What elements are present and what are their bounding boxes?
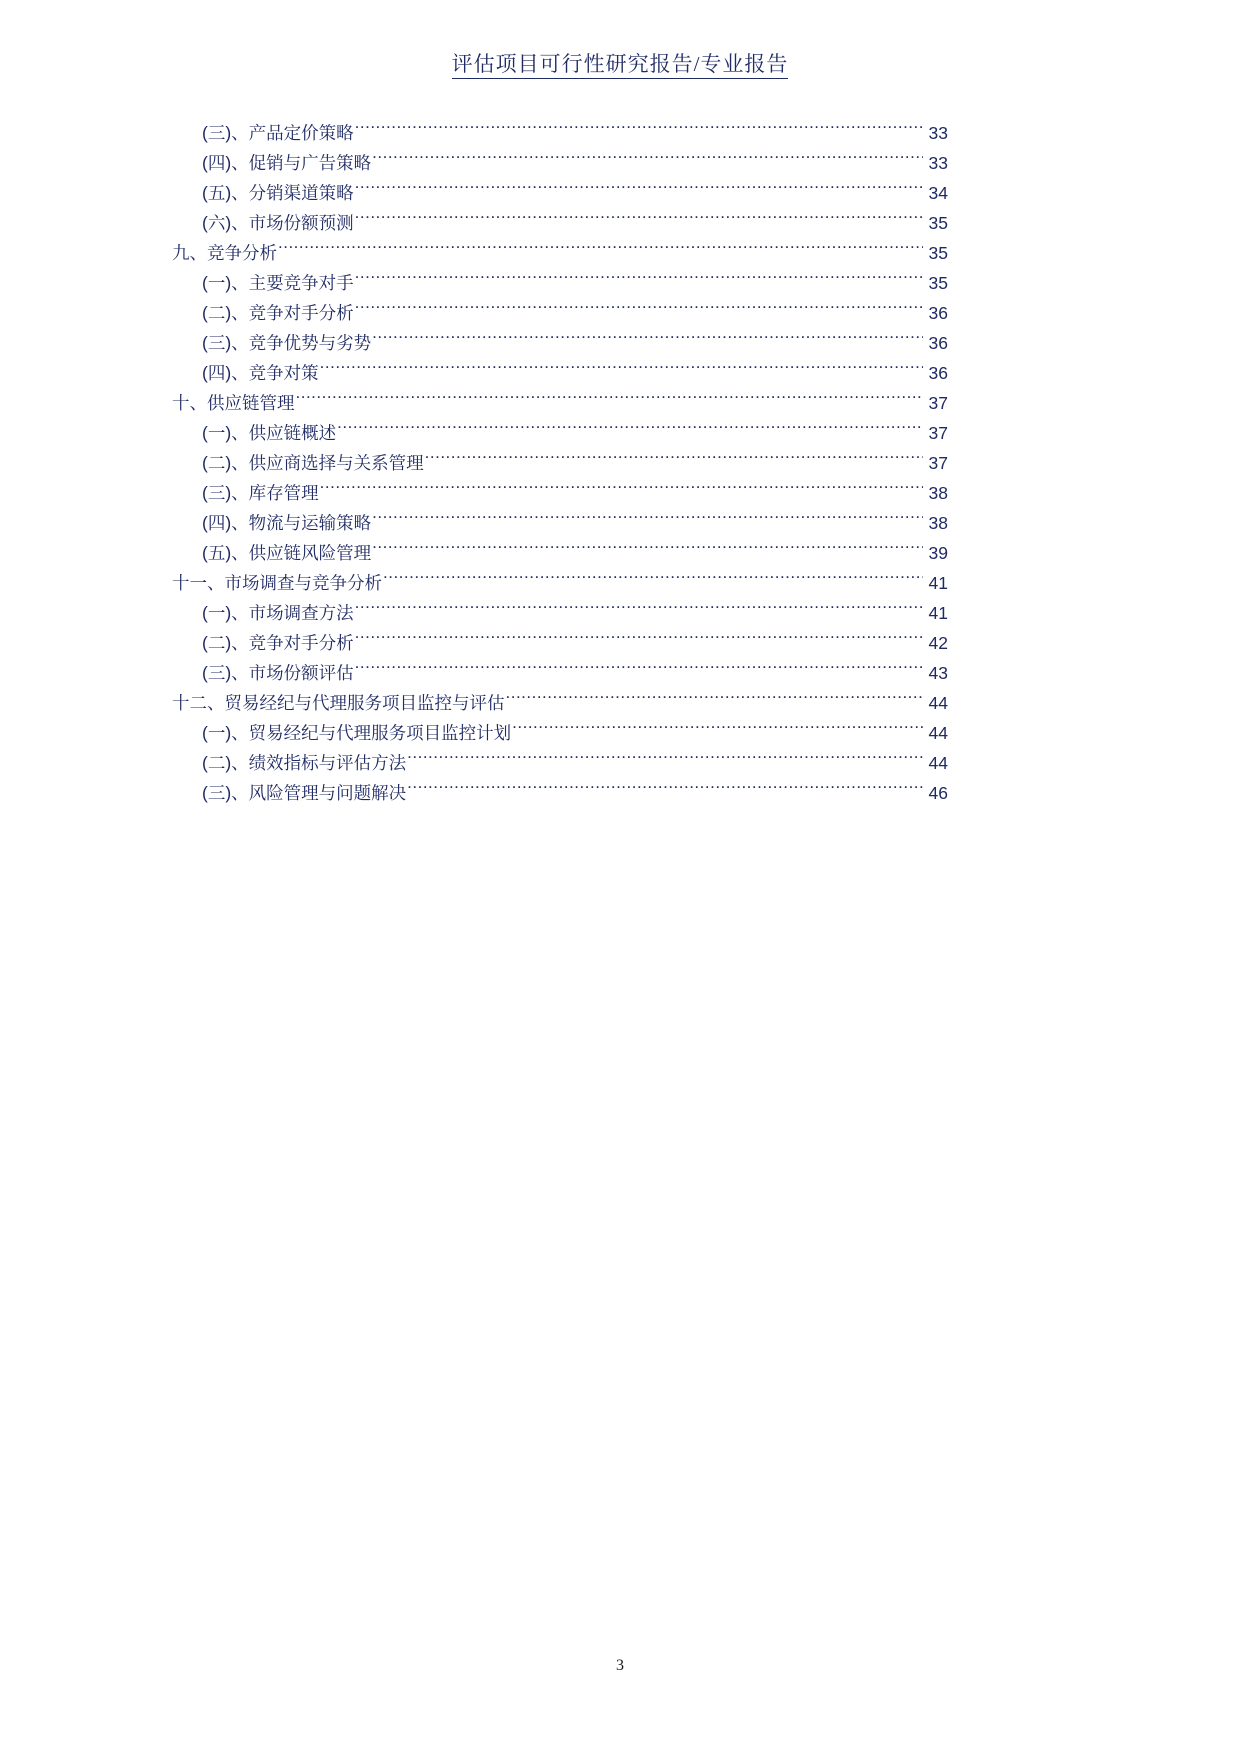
toc-entry[interactable] xyxy=(172,688,948,718)
toc-entry[interactable] xyxy=(172,478,948,508)
table-of-contents xyxy=(172,118,948,808)
toc-entry[interactable] xyxy=(172,538,948,568)
toc-entry[interactable] xyxy=(172,298,948,328)
toc-entry[interactable] xyxy=(172,328,948,358)
header-title: 评估项目可行性研究报告/专业报告 xyxy=(452,52,789,79)
toc-entry-label: 十一、市场调查与竞争分析 xyxy=(172,573,382,593)
toc-leader-dots xyxy=(355,272,923,290)
toc-entry-label: (二)、绩效指标与评估方法 xyxy=(202,753,407,773)
toc-entry-page: 44 xyxy=(928,753,948,773)
toc-leader-dots xyxy=(296,392,924,410)
toc-entry-label: (五)、分销渠道策略 xyxy=(202,183,354,203)
page-header xyxy=(0,48,1240,78)
toc-entry-page: 37 xyxy=(928,393,948,413)
toc-leader-dots xyxy=(407,752,923,770)
toc-entry-label: (六)、市场份额预测 xyxy=(202,213,354,233)
toc-entry[interactable] xyxy=(172,598,948,628)
toc-entry[interactable] xyxy=(172,718,948,748)
toc-entry-page: 35 xyxy=(928,273,948,293)
toc-entry-label: (三)、市场份额评估 xyxy=(202,663,354,683)
toc-leader-dots xyxy=(355,602,923,620)
toc-entry[interactable] xyxy=(172,448,948,478)
toc-entry-label: (一)、市场调查方法 xyxy=(202,603,354,623)
toc-entry-label: (三)、库存管理 xyxy=(202,483,319,503)
toc-entry[interactable] xyxy=(172,658,948,688)
toc-entry-page: 46 xyxy=(928,783,948,803)
toc-entry-label: 十、供应链管理 xyxy=(172,393,295,413)
toc-entry-label: (二)、供应商选择与关系管理 xyxy=(202,453,424,473)
toc-leader-dots xyxy=(320,482,923,500)
toc-entry-page: 36 xyxy=(928,363,948,383)
toc-entry-label: 九、竞争分析 xyxy=(172,243,277,263)
toc-entry-page: 37 xyxy=(928,453,948,473)
toc-entry-label: (五)、供应链风险管理 xyxy=(202,543,372,563)
toc-leader-dots xyxy=(407,782,923,800)
toc-entry-page: 42 xyxy=(928,633,948,653)
toc-entry-label: (三)、风险管理与问题解决 xyxy=(202,783,407,803)
toc-entry[interactable] xyxy=(172,508,948,538)
toc-entry-page: 38 xyxy=(928,513,948,533)
toc-entry-page: 39 xyxy=(928,543,948,563)
page-number: 3 xyxy=(616,1657,624,1674)
toc-entry-page: 36 xyxy=(928,303,948,323)
toc-entry-page: 33 xyxy=(928,123,948,143)
toc-entry-page: 41 xyxy=(928,603,948,623)
toc-leader-dots xyxy=(506,692,924,710)
toc-entry[interactable] xyxy=(172,568,948,598)
page-footer xyxy=(0,1657,1240,1675)
toc-entry-page: 37 xyxy=(928,423,948,443)
toc-entry-label: (一)、贸易经纪与代理服务项目监控计划 xyxy=(202,723,512,743)
toc-entry[interactable] xyxy=(172,628,948,658)
toc-entry-page: 43 xyxy=(928,663,948,683)
toc-entry-page: 35 xyxy=(928,243,948,263)
toc-leader-dots xyxy=(320,362,923,380)
toc-leader-dots xyxy=(512,722,923,740)
toc-entry[interactable] xyxy=(172,208,948,238)
toc-entry-label: (三)、竞争优势与劣势 xyxy=(202,333,372,353)
toc-leader-dots xyxy=(355,662,923,680)
toc-entry-label: (四)、物流与运输策略 xyxy=(202,513,372,533)
toc-entry-label: (三)、产品定价策略 xyxy=(202,123,354,143)
toc-entry-label: (二)、竞争对手分析 xyxy=(202,303,354,323)
toc-entry[interactable] xyxy=(172,748,948,778)
toc-leader-dots xyxy=(355,122,923,140)
toc-entry[interactable] xyxy=(172,778,948,808)
toc-leader-dots xyxy=(355,302,923,320)
toc-entry-label: (一)、供应链概述 xyxy=(202,423,337,443)
toc-leader-dots xyxy=(372,512,923,530)
toc-entry-page: 44 xyxy=(928,693,948,713)
toc-entry-page: 36 xyxy=(928,333,948,353)
toc-entry-page: 34 xyxy=(928,183,948,203)
toc-entry[interactable] xyxy=(172,238,948,268)
toc-entry-label: 十二、贸易经纪与代理服务项目监控与评估 xyxy=(172,693,505,713)
toc-leader-dots xyxy=(425,452,923,470)
toc-entry[interactable] xyxy=(172,148,948,178)
toc-entry[interactable] xyxy=(172,268,948,298)
toc-entry-label: (四)、促销与广告策略 xyxy=(202,153,372,173)
toc-entry[interactable] xyxy=(172,358,948,388)
toc-entry-label: (四)、竞争对策 xyxy=(202,363,319,383)
toc-entry[interactable] xyxy=(172,178,948,208)
toc-entry-page: 41 xyxy=(928,573,948,593)
toc-leader-dots xyxy=(337,422,923,440)
toc-entry[interactable] xyxy=(172,418,948,448)
toc-leader-dots xyxy=(372,332,923,350)
toc-entry-page: 44 xyxy=(928,723,948,743)
toc-leader-dots xyxy=(355,212,923,230)
toc-entry-label: (一)、主要竞争对手 xyxy=(202,273,354,293)
toc-entry-page: 35 xyxy=(928,213,948,233)
toc-entry-page: 38 xyxy=(928,483,948,503)
toc-entry[interactable] xyxy=(172,388,948,418)
toc-leader-dots xyxy=(355,182,923,200)
toc-leader-dots xyxy=(372,152,923,170)
toc-leader-dots xyxy=(372,542,923,560)
toc-leader-dots xyxy=(355,632,923,650)
toc-leader-dots xyxy=(278,242,923,260)
toc-entry[interactable] xyxy=(172,118,948,148)
toc-entry-page: 33 xyxy=(928,153,948,173)
toc-leader-dots xyxy=(383,572,923,590)
toc-entry-label: (二)、竞争对手分析 xyxy=(202,633,354,653)
